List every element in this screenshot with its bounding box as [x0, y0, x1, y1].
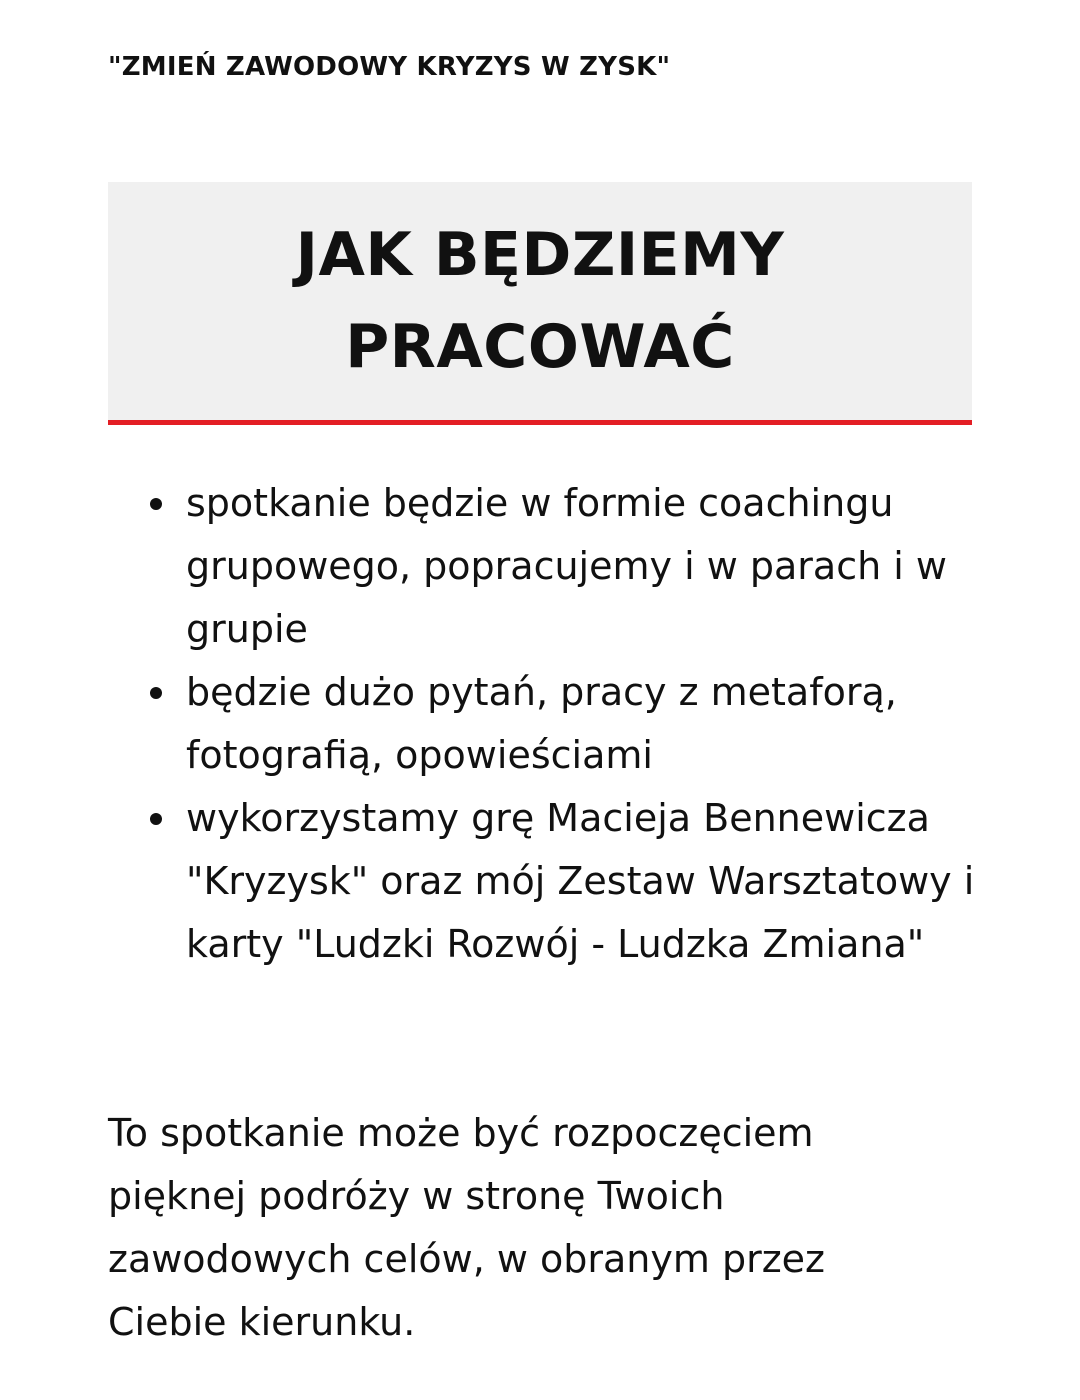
method-bullet-list — [186, 472, 976, 976]
workshop-name-label: "ZMIEŃ ZAWODOWY KRYZYS W ZYSK" — [108, 52, 671, 82]
bullet-text: wykorzystamy grę Macieja Bennewicza "Kryzysk" oraz mój Zestaw Warsztatowy i karty "Ludzki Rozwój - Ludzka Zmiana" — [186, 796, 975, 966]
section-title: JAK BĘDZIEMY PRACOWAĆ — [295, 220, 785, 382]
bullet-text: będzie dużo pytań, pracy z metaforą, fotografią, opowieściami — [186, 670, 897, 777]
bullet-item — [186, 787, 976, 976]
bullet-dot-icon — [150, 813, 162, 825]
bullet-item — [186, 661, 976, 787]
closing-paragraph: To spotkanie może być rozpoczęciem pięknej podróży w stronę Twoich zawodowych celów, w obranym przez Ciebie kierunku. — [108, 1111, 825, 1344]
bullet-text: spotkanie będzie w formie coachingu grupowego, popracujemy i w parach i w grupie — [186, 481, 947, 651]
section-heading-box — [108, 182, 972, 425]
bullet-dot-icon — [150, 498, 162, 510]
bullet-dot-icon — [150, 687, 162, 699]
bullet-item — [186, 472, 976, 661]
